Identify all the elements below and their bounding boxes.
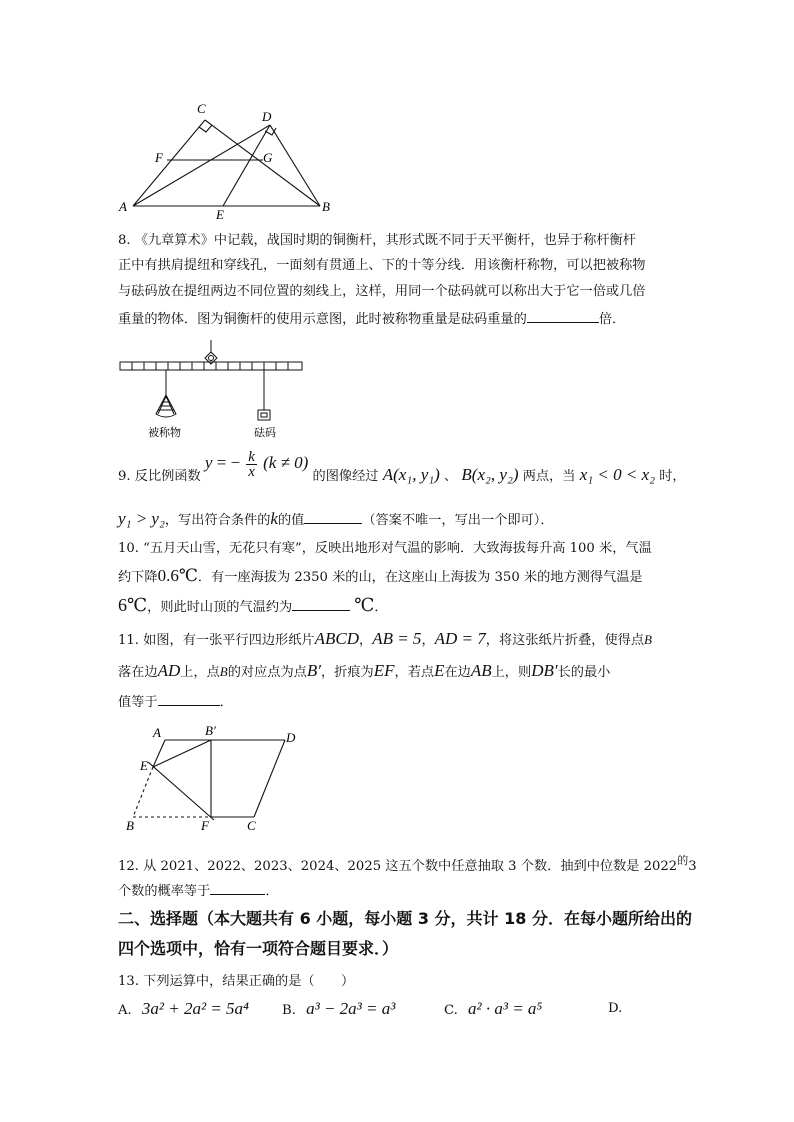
q9-line2-cond: y₁ > y₂ — [118, 509, 165, 528]
segment-eb-dashed — [133, 767, 153, 817]
q13-option-d-label: D. — [608, 1001, 623, 1016]
q9-func-eq: = — [216, 453, 227, 472]
label-g: G — [263, 150, 273, 165]
triangle-figure — [115, 96, 345, 221]
segment-dc — [254, 740, 285, 817]
q13-option-b — [282, 1000, 395, 1020]
q9-func-minus: − — [230, 453, 241, 472]
q8-line3: 与砝码放在提纽两边不同位置的刻线上，这样，用同一个砝码就可以称出大于它一倍或几倍 — [118, 284, 646, 299]
q8-line4 — [118, 309, 678, 329]
q11-l3-a: 值等于 — [118, 695, 158, 710]
q12-line2-end: ． — [265, 884, 279, 899]
segment-ae — [153, 740, 165, 767]
parallelogram-diagram — [120, 722, 310, 837]
q11-l2-ef: EF — [373, 661, 395, 680]
q10-line3-end: ． — [374, 600, 388, 615]
segment-db — [270, 125, 320, 206]
q11-l2-a: 落在边 — [118, 665, 158, 680]
q10-answer-blank — [292, 597, 350, 611]
label-a: A — [153, 725, 161, 740]
q12-line1-a: 12. 从 2021、2022、2023、2024、2025 这五个数中任意抽取 3 个数．抽到中位数是 2022 — [118, 859, 678, 874]
q11-l2-h: 长的最小 — [557, 665, 611, 680]
q12-answer-blank — [210, 881, 265, 895]
label-a: A — [119, 199, 127, 214]
q12-line1-de: 的 — [677, 854, 689, 867]
q10-line2-b: ．有一座海拔为 2350 米的山，在这座山上海拔为 350 米的地方测得气温是 — [197, 570, 643, 585]
right-angle-d — [265, 128, 276, 135]
q11-l2-bp: B′ — [306, 661, 321, 680]
q9-func-y: y — [204, 453, 213, 472]
q10-line3-a: ，则此时山顶的气温约为 — [147, 600, 293, 615]
q9-cond: x₁ < 0 < x₂ — [579, 465, 656, 484]
label-d: D — [262, 109, 272, 124]
q8-answer-blank — [527, 309, 599, 323]
q9-line2-mid2: 的值 — [277, 513, 305, 528]
q8-line1: 8. 《九章算术》中记载，战国时期的铜衡杆，其形式既不同于天平衡杆，也异于称杆衡杆 — [118, 233, 636, 248]
label-e: E — [216, 207, 224, 221]
q13-option-c — [444, 1000, 542, 1020]
object-label: 被称物 — [148, 426, 181, 439]
triangle-diagram — [115, 96, 345, 221]
label-c: C — [247, 818, 256, 833]
q12-line1 — [118, 852, 697, 876]
weight-box — [258, 410, 270, 420]
segment-eb-prime — [153, 740, 211, 767]
q11-l1-d: ，将这张纸片折叠，使得点 — [485, 633, 645, 648]
q13-option-d — [608, 1000, 622, 1018]
label-b: B — [126, 818, 134, 833]
beam — [120, 362, 302, 370]
q9-frac-num: k — [248, 449, 255, 465]
q11-l2-ab: AB — [470, 661, 492, 680]
label-d: D — [286, 730, 296, 745]
q9-fraction — [246, 450, 257, 479]
q13-stem: 13. 下列运算中，结果正确的是（ ） — [118, 974, 355, 989]
label-c: C — [197, 101, 206, 116]
label-f: F — [201, 818, 209, 833]
q9-sep: 、 — [444, 469, 458, 484]
q13-option-a — [118, 1000, 249, 1020]
q12-line1-b: 3 — [688, 859, 697, 874]
q9-line2-mid: ，写出符合条件的 — [164, 513, 271, 528]
parallelogram-figure — [120, 722, 310, 837]
q13-option-c-expr: a² · a³ = a⁵ — [468, 999, 543, 1018]
label-b: B — [322, 199, 330, 214]
balance-figure — [118, 340, 318, 440]
q11-line1 — [118, 630, 678, 650]
segment-de — [223, 125, 270, 206]
q11-answer-blank — [158, 692, 220, 706]
q8-line4-end: 倍． — [598, 312, 626, 327]
q11-l2-dbp: DB′ — [531, 661, 558, 680]
q11-line2 — [118, 662, 678, 682]
q8-line2: 正中有拱肩提纽和穿线孔，一面刻有贯通上、下的十等分线．用该衡杆称物，可以把被称物 — [118, 258, 646, 273]
segment-ad — [133, 125, 270, 206]
q11-l2-d: ，折痕为 — [320, 665, 374, 680]
q11-l1-b: ， — [359, 633, 373, 648]
q11-l2-E: E — [434, 661, 445, 680]
q9-mid2: 两点，当 — [522, 469, 576, 484]
segment-ac — [133, 120, 205, 206]
q9-line1 — [118, 449, 688, 495]
q10-rate: 0.6℃ — [157, 566, 198, 585]
q9-mid1: 的图像经过 — [312, 469, 379, 484]
q8-line4-text: 重量的物体．图为铜衡杆的使用示意图，此时被称物重量是砝码重量的 — [118, 312, 527, 327]
q11-l3-end: ． — [219, 695, 233, 710]
q11-l2-B: B — [219, 664, 228, 679]
q9-mid3: 时， — [659, 469, 686, 484]
q11-line3 — [118, 692, 678, 712]
q11-l1-a: 11. 如图，有一张平行四边形纸片 — [118, 633, 315, 648]
q11-abcd: ABCD — [314, 629, 359, 648]
q13-option-a-label: A. — [118, 1003, 132, 1018]
q11-l2-f: 在边 — [444, 665, 471, 680]
right-angle-c — [199, 125, 212, 132]
q9-point-b: B(x₂, y₂) — [461, 465, 519, 484]
section2-heading-line2: 四个选项中，恰有一项符合题目要求．） — [118, 939, 399, 958]
q10-line3 — [118, 596, 678, 617]
fold-line-ef — [148, 762, 214, 820]
label-b-prime: B′ — [205, 723, 216, 738]
q13-option-b-label: B. — [282, 1003, 296, 1018]
q13-options — [118, 1000, 678, 1022]
q11-l2-e: ，若点 — [394, 665, 435, 680]
q10-temp: 6℃ — [118, 595, 148, 615]
q9-line2-end: （答案不唯一，写出一个即可）． — [362, 513, 554, 528]
q9-line2 — [118, 510, 678, 530]
q11-l2-b: 上，点 — [180, 665, 220, 680]
q10-line1: 10. “五月天山雪，无花只有寒”，反映出地形对气温的影响．大致海拔每升高 100 米，气温 — [118, 541, 652, 556]
q9-line2-k: k — [270, 509, 278, 528]
label-f: F — [155, 150, 163, 165]
weight-label: 砝码 — [254, 426, 276, 439]
q9-func-cond: (k ≠ 0) — [263, 453, 309, 472]
q10-unit: ℃ — [354, 595, 375, 615]
q13-option-a-expr: 3a² + 2a² = 5a⁴ — [141, 999, 249, 1018]
q11-l2-ad: AD — [157, 661, 181, 680]
q11-l2-c: 的对应点为点 — [227, 665, 307, 680]
q10-line2 — [118, 567, 678, 587]
balance-diagram — [118, 340, 318, 440]
q9-frac-den: x — [248, 464, 255, 480]
section2-heading-line1: 二、选择题（本大题共有 6 小题，每小题 3 分，共计 18 分．在每小题所给出的 — [118, 909, 692, 928]
q11-ad: AD = 7 — [434, 629, 486, 648]
q11-ab: AB = 5 — [372, 629, 422, 648]
q9-function — [205, 443, 308, 485]
q9-point-a: A(x₁, y₁) — [382, 465, 440, 484]
q9-answer-blank — [304, 510, 362, 524]
q13-option-c-label: C. — [444, 1003, 458, 1018]
q9-prefix: 9. 反比例函数 — [118, 469, 201, 484]
q11-l1-c: ， — [421, 633, 435, 648]
q11-point-b: B — [644, 632, 652, 647]
q13-option-b-expr: a³ − 2a³ = a³ — [306, 999, 396, 1018]
q12-line2-a: 个数的概率等于 — [118, 884, 211, 899]
q12-line2 — [118, 881, 678, 901]
label-e: E — [140, 758, 148, 773]
q11-l2-g: 上，则 — [491, 665, 532, 680]
q10-line2-a: 约下降 — [118, 570, 158, 585]
